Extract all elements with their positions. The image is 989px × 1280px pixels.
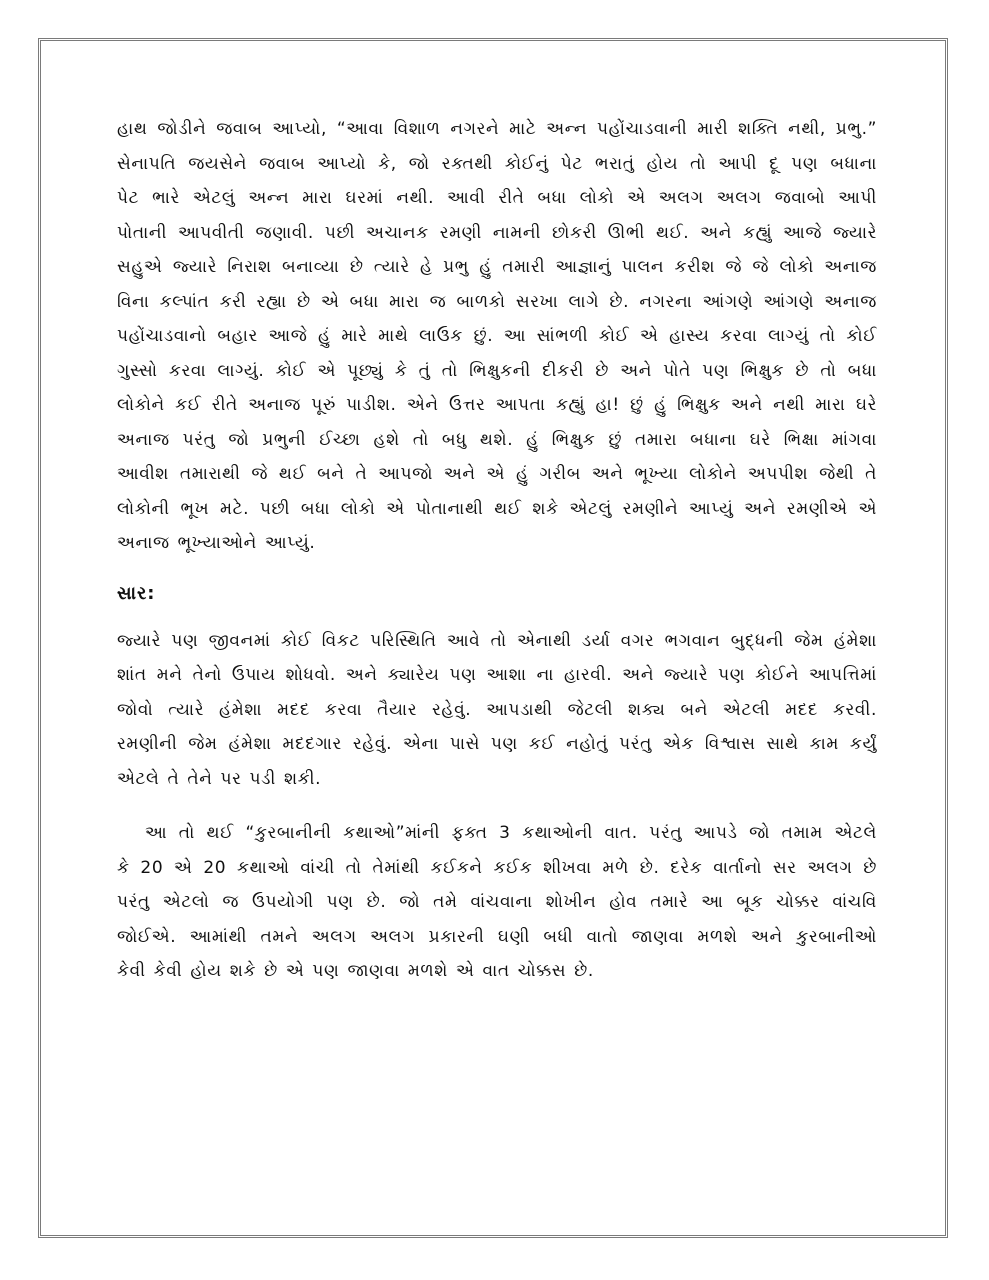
text-line: લોકોની ભૂખ મટે. પછી બધા લોકો એ પોતાનાથી થઈ શકે એટલું રમણીને આપ્યું અને રમણીએ એ — [117, 498, 877, 519]
text-line: જોઈએ. આમાંથી તમને અલગ અલગ પ્રકારની ઘણી બધી વાતો જાણવા મળશે અને કુરબાનીઓ — [117, 926, 877, 947]
text-line: કેવી કેવી હોય શકે છે એ પણ જાણવા મળશે એ વાત ચોક્કસ છે. — [117, 961, 594, 981]
closing-paragraph — [117, 816, 877, 989]
text-line: પહોંચાડવાનો બહાર આજે હું મારે માથે લાઉક છું. આ સાંભળી કોઈ એ હાસ્ય કરવા લાગ્યું તો કોઈ — [117, 326, 877, 346]
text-line: એટલે તે તેને પર પડી શકી. — [117, 768, 322, 789]
text-line: સેનાપતિ જયસેને જવાબ આપ્યો કે, જો રક્તથી કોઈનું પેટ ભરાતું હોય તો આપી દૂ પણ બધાના — [117, 153, 877, 174]
text-line: જોવો ત્યારે હંમેશા મદદ કરવા તૈયાર રહેવું. આપડાથી જેટલી શક્ય બને એટલી મદદ કરવી. — [117, 699, 877, 720]
text-line: લોકોને કઈ રીતે અનાજ પૂરું પાડીશ. એને ઉત્તર આપતા કહ્યું હા! છું હું ભિક્ષુક અને નથી મારા ઘરે — [117, 395, 877, 415]
text-line: સહુએ જ્યારે નિરાશ બનાવ્યા છે ત્યારે હે પ્રભુ હું તમારી આજ્ઞાનું પાલન કરીશ જે જે લોકો અનાજ — [117, 257, 877, 277]
document-body — [117, 112, 877, 989]
text-line: રમણીની જેમ હંમેશા મદદગાર રહેવું. એના પાસે પણ કઈ નહોતું પરંતુ એક વિશ્વાસ સાથે કામ કર્યું — [117, 734, 877, 754]
text-line: આ તો થઈ “કુરબાનીની કથાઓ”માંની ફક્ત 3 કથાઓની વાત. પરંતુ આપડે જો તમામ એટલે — [145, 823, 877, 843]
text-line: ગુસ્સો કરવા લાગ્યું. કોઈ એ પૂછ્યું કે તું તો ભિક્ષુકની દીકરી છે અને પોતે પણ ભિક્ષુક છે તો બધા — [117, 360, 877, 381]
summary-paragraph — [117, 624, 877, 797]
text-line: પેટ ભારે એટલું અન્ન મારા ઘરમાં નથી. આવી રીતે બધા લોકો એ અલગ અલગ જવાબો આપી — [117, 188, 877, 208]
text-line: પોતાની આપવીતી જણાવી. પછી અચાનક રમણી નામની છોકરી ઊભી થઈ. અને કહ્યું આજે જ્યારે — [117, 222, 877, 243]
story-paragraph — [117, 112, 877, 561]
text-line: શાંત મને તેનો ઉપાય શોધવો. અને ક્યારેય પણ આશા ના હારવી. અને જ્યારે પણ કોઈને આપત્તિમાં — [117, 665, 877, 685]
text-line: પરંતુ એટલો જ ઉપયોગી પણ છે. જો તમે વાંચવાના શોખીન હોવ તમારે આ બૂક ચોક્કર વાંચવિ — [117, 892, 877, 912]
text-line: હાથ જોડીને જવાબ આપ્યો, “આવા વિશાળ નગરને માટે અન્ન પહોંચાડવાની મારી શક્તિ નથી, પ્રભુ.” — [117, 119, 877, 139]
text-line: વિના કલ્પાંત કરી રહ્યા છે એ બધા મારા જ બાળકો સરખા લાગે છે. નગરના આંગણે આંગણે અનાજ — [117, 291, 877, 312]
text-line: અનાજ પરંતુ જો પ્રભુની ઈચ્છા હશે તો બધુ થશે. હું ભિક્ષુક છું તમારા બધાના ઘરે ભિક્ષા માંગવા — [117, 429, 877, 450]
text-line: આવીશ તમારાથી જે થઈ બને તે આપજો અને એ હું ગરીબ અને ભૂખ્યા લોકોને અપપીશ જેથી તે — [117, 464, 877, 484]
text-line: અનાજ ભૂખ્યાઓને આપ્યું. — [117, 533, 316, 553]
text-line: જ્યારે પણ જીવનમાં કોઈ વિકટ પરિસ્થિતિ આવે તો એનાથી ડર્યા વગર ભગવાન બુદ્ધની જેમ હંમેશા — [117, 630, 877, 651]
summary-heading: સાર: — [117, 582, 156, 604]
text-line: કે 20 એ 20 કથાઓ વાંચી તો તેમાંથી કઈકને કઈક શીખવા મળે છે. દરેક વાર્તાનો સર અલગ છે — [117, 857, 877, 878]
